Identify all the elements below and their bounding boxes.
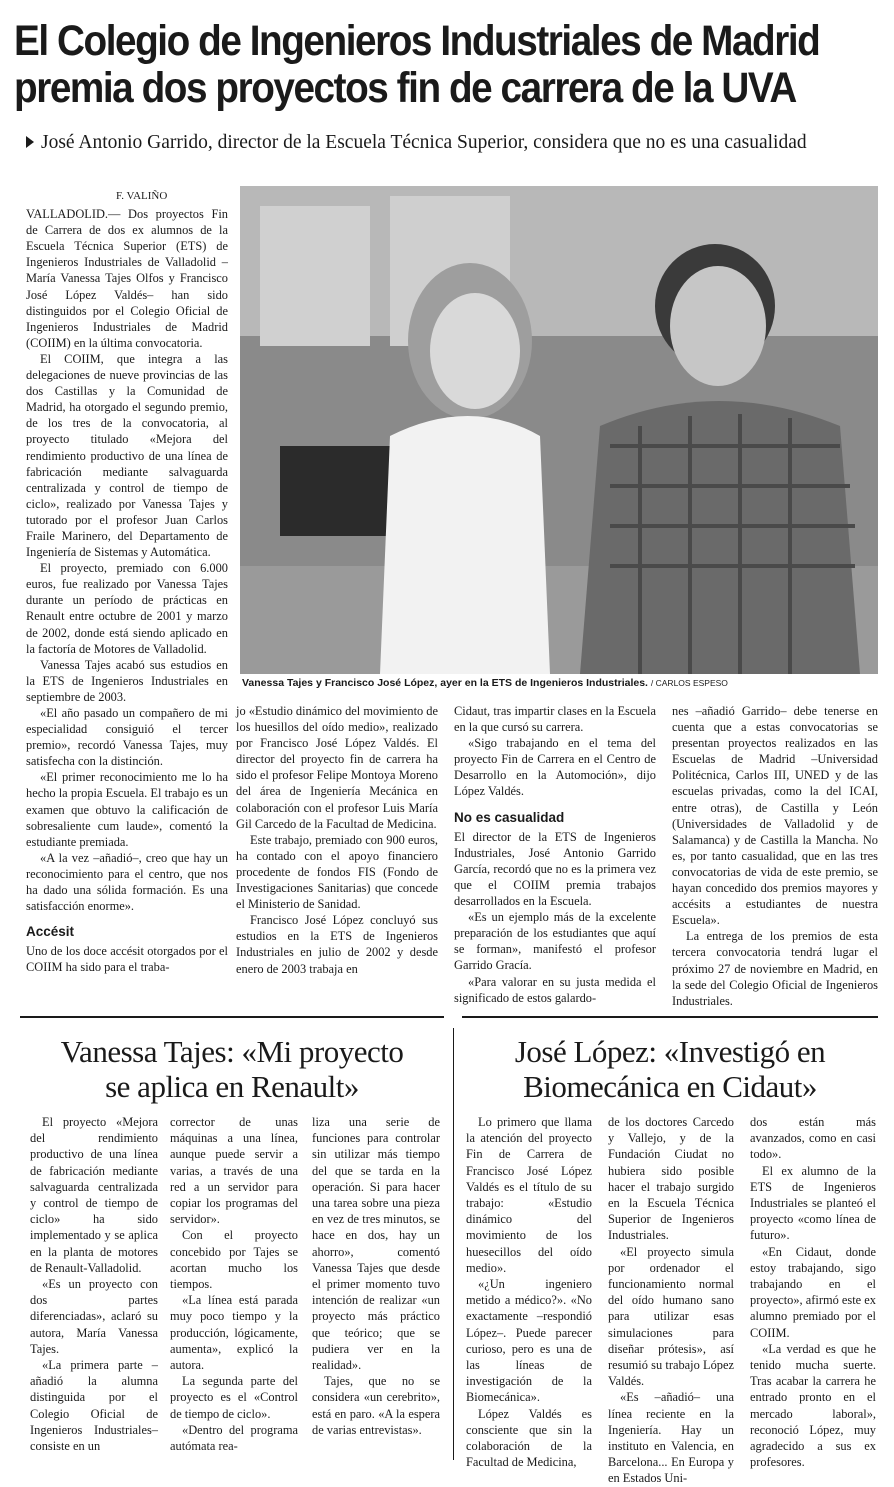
box-right-column-2: [608, 1114, 734, 1487]
box-left-column-2: [170, 1114, 298, 1454]
photo-credit: / CARLOS ESPESO: [650, 678, 728, 688]
paragraph: nes –añadió Garrido– debe tenerse en cuenta que a estas convocatorias se presentan proyectos realizados en las Escuelas de Madrid –Universidad Politécnica, Carlos III, UNED y de las escuelas privadas, como la del ICAI, entre otras), de Castilla y León (Universidades de Valladolid y de Salamanca) y de Castilla la Mancha. No es, por tanto casualidad, que en las tres convocatorias de vida de este premio, se hayan concedido dos premios mayores y accésits a estudiantes de nuestra Escuela».: [672, 704, 878, 928]
paragraph: «A la vez –añadió–, creo que hay un reconocimiento para el centro, que nos ha dado una sólida formación. Es una satisfacción enorme».: [26, 850, 228, 914]
paragraph: López Valdés es consciente que sin la colaboración de la Facultad de Medicina,: [466, 1406, 592, 1470]
paragraph: «Es un proyecto con dos partes diferenciadas», aclaró su autora, María Vanessa Tajes.: [30, 1277, 158, 1356]
photo-illustration: [240, 186, 878, 674]
subheadline: [26, 132, 807, 154]
box-right-title-line-1: José López: «Investigó en: [514, 1034, 826, 1069]
paragraph: La entrega de los premios de esta tercera convocatoria tendrá lugar el próximo 27 de noviembre en Madrid, en la sede del Colegio Oficial de Ingenieros Industriales.: [672, 929, 878, 1008]
paragraph: de los doctores Carcedo y Vallejo, y de la Fundación Ciudat no hubiera sido posible hacer el trabajo surgido en la Escuela Técnica Superior de Ingenieros Industriales.: [608, 1115, 734, 1243]
paragraph: La segunda parte del proyecto es el «Control de tiempo de ciclo».: [170, 1374, 298, 1421]
box-right-column-1: [466, 1114, 592, 1470]
box-right-title: [462, 1034, 878, 1104]
main-column-1: [26, 188, 228, 976]
box-left-column-1: [30, 1114, 158, 1454]
paragraph: «En Cidaut, donde estoy trabajando, sigo trabajando en el proyecto», afirmó este ex alumno premiado por el COIIM.: [750, 1244, 876, 1340]
paragraph: VALLADOLID.— Dos proyectos Fin de Carrera de dos ex alumnos de la Escuela Técnica Superior (ETS) de Ingenieros Industriales de Valladolid –María Vanessa Tajes Olfos y Francisco José López Valdés– han sido distinguidos por el Colegio Oficial de Ingenieros Industriales de Madrid (COIIM) en la última convocatoria.: [26, 207, 228, 350]
paragraph: «Es –añadió– una línea reciente en la Ingeniería. Hay un instituto en Valencia, en Barcelona... En Europa y en Estados Uni-: [608, 1390, 734, 1486]
paragraph: «Es un ejemplo más de la excelente preparación de los estudiantes que aquí se forman», manifestó el profesor Garrido Gracía.: [454, 910, 656, 973]
paragraph: «La línea está parada muy poco tiempo y la producción, lógicamente, aumenta», explicó la autora.: [170, 1293, 298, 1373]
box-left-column-3: [312, 1114, 440, 1438]
paragraph: Tajes, que no se considera «un cerebrito», está en paro. «A la espera de varias entrevistas».: [312, 1374, 440, 1437]
photo-caption: [242, 677, 728, 689]
paragraph: «La primera parte –añadió la alumna distinguida por el Colegio Oficial de Ingenieros Industriales– consiste en un: [30, 1358, 158, 1454]
main-column-4: [672, 703, 878, 1009]
paragraph: corrector de unas máquinas a una línea, aunque puede servir a varias, a través de una red a un servidor para copiar los programas del servidor».: [170, 1115, 298, 1227]
paragraph: «Sigo trabajando en el tema del proyecto Fin de Carrera en el Centro de Desarrollo en la Automoción», dijo López Valdés.: [454, 736, 656, 799]
paragraph: El proyecto, premiado con 6.000 euros, fue realizado por Vanessa Tajes durante un período de prácticas en Renault entre octubre de 2001 y marzo de 2002, donde está siendo aplicado en la factoría de Motores de Valladolid.: [26, 561, 228, 656]
arrow-icon: [26, 136, 34, 148]
paragraph: «El año pasado un compañero de mi especialidad consiguió el tercer premio», recordó Vanessa Tajes, muy satisfecha con la distinción.: [26, 706, 228, 769]
box-divider-rule: [453, 1028, 454, 1460]
main-column-2: [236, 703, 438, 977]
paragraph: «El primer reconocimiento me lo ha hecho la propia Escuela. El trabajo es un examen que obtuvo la calificación de sobresaliente cum laude», comentó la estudiante premiada.: [26, 770, 228, 849]
paragraph: «¿Un ingeniero metido a médico?». «No exactamente –respondió López–. Puede parecer curioso, pero es una de las líneas de investigación de la Biomecánica».: [466, 1277, 592, 1405]
box-left-title-line-1: Vanessa Tajes: «Mi proyecto: [60, 1034, 404, 1069]
subheadline-text: José Antonio Garrido, director de la Escuela Técnica Superior, considera que no es una casualidad: [41, 132, 807, 153]
paragraph: Este trabajo, premiado con 900 euros, ha contado con el apoyo financiero procedente de fondos FIS (Fondo de Investigaciones Sanitarias) que concede el Ministerio de Sanidad.: [236, 832, 438, 912]
headline-line-1: El Colegio de Ingenieros Industriales de Madrid: [14, 17, 820, 65]
paragraph: liza una serie de funciones para controlar sin utilizar más tiempo del que se tarda en la operación. Si para hacer una tarea sobre una pieza en vez de tres minutos, se hace en dos, hay un ahorro», comentó Vanessa Tajes que desde el primer momento tuvo intención de realizar «un proyecto más práctico que teórico; que se pudiera ver en la realidad».: [312, 1115, 440, 1373]
paragraph: «El proyecto simula por ordenador el funcionamiento normal del oído humano sano para utilizar esas simulaciones para diseñar prótesis», así resumió su trabajo López Valdés.: [608, 1244, 734, 1389]
subheading-accesit: Accésit: [26, 924, 75, 940]
paragraph: dos están más avanzados, como en casi todo».: [750, 1115, 876, 1162]
paragraph: Con el proyecto concebido por Tajes se acortan mucho los tiempos.: [170, 1228, 298, 1292]
paragraph: Lo primero que llama la atención del proyecto Fin de Carrera de Francisco José López Valdés es el título de su trabajo: «Estudio dinámico del movimiento de los huesecillos del oído medio».: [466, 1115, 592, 1275]
paragraph: jo «Estudio dinámico del movimiento de los huesillos del oído medio», realizado por Francisco José López Valdés. El director del proyecto fin de carrera ha sido el profesor Felipe Montoya Moreno del área de Ingeniería Mecánica en colaboración con el profesor Luis María Gil Carcedo de la Facultad de Medicina.: [236, 704, 439, 831]
headline: [14, 17, 820, 112]
box-right-title-line-2: Biomecánica en Cidaut»: [523, 1069, 817, 1104]
paragraph: «Para valorar en su justa medida el significado de estos galardo-: [454, 974, 656, 1005]
box-left-title-line-2: se aplica en Renault»: [105, 1069, 359, 1104]
paragraph: «La verdad es que he tenido mucha suerte. Tras acabar la carrera he entrado pronto en el mercado laboral», reconoció López, muy agradecido a sus ex profesores.: [750, 1341, 876, 1470]
byline: F. VALIÑO: [116, 190, 168, 202]
box-right-top-rule: [462, 1016, 878, 1018]
subheading-no-es-casualidad: No es casualidad: [454, 809, 565, 825]
paragraph: Vanessa Tajes acabó sus estudios en la ETS de Ingenieros Industriales en septiembre de 2003.: [26, 657, 228, 704]
headline-line-2: premia dos proyectos fin de carrera de la UVA: [14, 64, 796, 112]
box-right-column-3: [750, 1114, 876, 1470]
paragraph: «Dentro del programa autómata rea-: [170, 1422, 298, 1454]
paragraph: Cidaut, tras impartir clases en la Escuela en la que cursó su carrera.: [454, 704, 656, 735]
paragraph: El proyecto «Mejora del rendimiento productivo de una línea de fabricación mediante salvaguarda centralizada y control de tiempo de ciclo» ha sido implementado y se aplica en la planta de motores de Renault-Valladolid.: [30, 1115, 158, 1275]
paragraph: El ex alumno de la ETS de Ingenieros Industriales se planteó el proyecto «como línea de futuro».: [750, 1163, 876, 1243]
paragraph: Francisco José López concluyó sus estudios en la ETS de Ingenieros Industriales en julio de 2002 y desde enero de 2003 trabaja en: [236, 913, 438, 976]
news-photo: [240, 186, 878, 674]
box-left-top-rule: [20, 1016, 444, 1018]
main-column-3: [454, 703, 656, 1006]
caption-text: Vanessa Tajes y Francisco José López, ayer en la ETS de Ingenieros Industriales.: [242, 677, 648, 689]
paragraph: El COIIM, que integra a las delegaciones de nueve provincias de las dos Castillas y la Comunidad de Madrid, ha otorgado el segundo premio, de los tres de la convocatoria, al proyecto titulado «Mejora del rendimiento productivo de una línea de fabricación mediante salvaguarda centralizada y control de tiempo de ciclo», realizado por Vanessa Tajes y tutorado por el profesor Juan Carlos Fraile Marinero, del Departamento de Ingeniería de Sistemas y Automática.: [26, 351, 228, 560]
paragraph: Uno de los doce accésit otorgados por el COIIM ha sido para el traba-: [26, 944, 228, 975]
paragraph: El director de la ETS de Ingenieros Industriales, José Antonio Garrido García, recordó que no es la primera vez que el COIIM premia trabajos desarrollados en la Escuela.: [454, 829, 656, 909]
box-left-title: [20, 1034, 444, 1104]
